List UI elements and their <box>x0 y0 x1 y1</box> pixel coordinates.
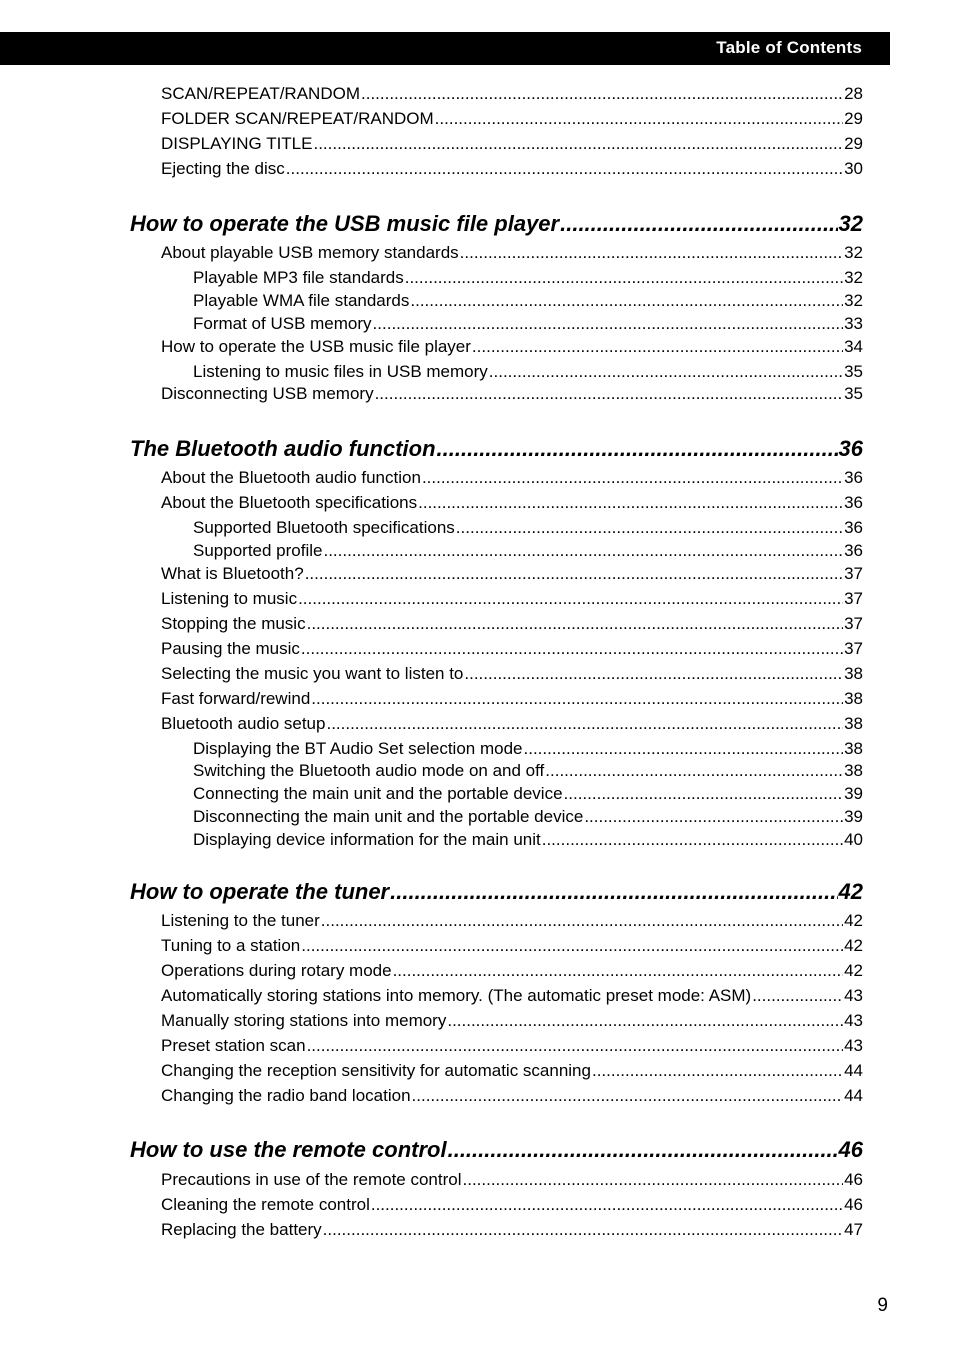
toc-leader-dots <box>286 159 843 179</box>
toc-entry-label: Fast forward/rewind <box>161 689 311 708</box>
toc-entry-label: Disconnecting USB memory <box>161 384 374 403</box>
toc-entry-page: 46 <box>844 1195 863 1214</box>
toc-entry-page: 38 <box>844 761 863 780</box>
toc-entry-label: How to operate the tuner <box>130 879 390 904</box>
toc-entry[interactable] <box>161 384 863 404</box>
toc-entry-page: 37 <box>844 589 863 608</box>
toc-leader-dots <box>472 337 843 357</box>
toc-entry-label: Supported Bluetooth specifications <box>193 518 455 537</box>
toc-entry[interactable] <box>161 1086 863 1106</box>
toc-entry-page: 42 <box>844 961 863 980</box>
toc-entry-label: Cleaning the remote control <box>161 1195 370 1214</box>
toc-entry-page: 35 <box>844 384 863 403</box>
toc-entry-page: 47 <box>844 1220 863 1239</box>
toc-entry-label: Operations during rotary mode <box>161 961 392 980</box>
toc-entry-page: 44 <box>844 1086 863 1105</box>
toc-section-heading[interactable] <box>130 1137 863 1163</box>
toc-entry[interactable] <box>193 518 863 538</box>
toc-leader-dots <box>584 807 843 827</box>
toc-leader-dots <box>405 268 843 288</box>
toc-entry-label: Listening to music files in USB memory <box>193 362 488 381</box>
toc-entry[interactable] <box>161 84 863 104</box>
toc-entry-label: Changing the radio band location <box>161 1086 411 1105</box>
toc-entry-page: 36 <box>844 493 863 512</box>
toc-entry[interactable] <box>193 541 863 561</box>
toc-entry-label: Replacing the battery <box>161 1220 322 1239</box>
toc-entry[interactable] <box>193 830 863 850</box>
toc-entry-label: Playable WMA file standards <box>193 291 410 310</box>
toc-entry[interactable] <box>161 109 863 129</box>
toc-entry-page: 43 <box>844 986 863 1005</box>
toc-leader-dots <box>489 362 843 382</box>
toc-entry-page: 30 <box>844 159 863 178</box>
toc-entry-label: Displaying device information for the main unit <box>193 830 541 849</box>
toc-leader-dots <box>361 84 843 104</box>
toc-leader-dots <box>305 564 843 584</box>
toc-entry-label: Automatically storing stations into memory. (The automatic preset mode: ASM) <box>161 986 752 1005</box>
toc-entry-page: 37 <box>844 614 863 633</box>
toc-leader-dots <box>371 1195 843 1215</box>
toc-leader-dots <box>326 714 843 734</box>
toc-entry[interactable] <box>193 314 863 334</box>
toc-entry[interactable] <box>161 1011 863 1031</box>
toc-entry[interactable] <box>193 761 863 781</box>
toc-entry[interactable] <box>161 714 863 734</box>
toc-entry-label: Bluetooth audio setup <box>161 714 326 733</box>
toc-entry-label: Preset station scan <box>161 1036 306 1055</box>
toc-entry[interactable] <box>161 1061 863 1081</box>
toc-entry-page: 29 <box>844 109 863 128</box>
toc-entry-label: Format of USB memory <box>193 314 372 333</box>
toc-leader-dots <box>307 1036 844 1056</box>
toc-entry[interactable] <box>161 1220 863 1240</box>
toc-leader-dots <box>435 109 843 129</box>
toc-entry[interactable] <box>161 1195 863 1215</box>
toc-entry-label: SCAN/REPEAT/RANDOM <box>161 84 360 103</box>
toc-entry[interactable] <box>161 911 863 931</box>
toc-entry-page: 46 <box>844 1170 863 1189</box>
toc-entry-label: Changing the reception sensitivity for automatic scanning <box>161 1061 591 1080</box>
toc-entry-page: 34 <box>844 337 863 356</box>
toc-leader-dots <box>592 1061 843 1081</box>
toc-entry-label: Tuning to a station <box>161 936 301 955</box>
toc-entry[interactable] <box>193 291 863 311</box>
toc-entry[interactable] <box>161 493 863 513</box>
toc-entry-page: 28 <box>844 84 863 103</box>
toc-leader-dots <box>323 541 843 561</box>
toc-leader-dots <box>412 1086 844 1106</box>
toc-leader-dots <box>437 436 838 462</box>
toc-leader-dots <box>393 961 844 981</box>
header-title: Table of Contents <box>716 38 862 57</box>
toc-leader-dots <box>410 291 843 311</box>
toc-entry[interactable] <box>161 1170 863 1190</box>
toc-entry-label: Supported profile <box>193 541 323 560</box>
toc-leader-dots <box>301 936 843 956</box>
toc-leader-dots <box>545 761 843 781</box>
toc-entry[interactable] <box>161 468 863 488</box>
toc-entry-page: 38 <box>844 664 863 683</box>
toc-entry-page: 43 <box>844 1011 863 1030</box>
toc-entry-page: 42 <box>844 936 863 955</box>
toc-entry-page: 29 <box>844 134 863 153</box>
toc-entry-label: Ejecting the disc <box>161 159 285 178</box>
toc-entry-page: 46 <box>838 1137 863 1162</box>
toc-entry-page: 32 <box>844 243 863 262</box>
toc-entry-page: 40 <box>844 830 863 849</box>
toc-entry-page: 43 <box>844 1036 863 1055</box>
toc-leader-dots <box>321 911 843 931</box>
toc-section-heading[interactable] <box>130 211 863 237</box>
toc-entry-label: DISPLAYING TITLE <box>161 134 313 153</box>
toc-entry[interactable] <box>193 784 863 804</box>
toc-leader-dots <box>524 739 844 759</box>
toc-leader-dots <box>460 243 843 263</box>
toc-entry-page: 39 <box>844 784 863 803</box>
toc-entry-page: 36 <box>844 518 863 537</box>
toc-entry-label: Playable MP3 file standards <box>193 268 404 287</box>
toc-leader-dots <box>752 986 843 1006</box>
toc-entry-page: 32 <box>838 211 863 236</box>
toc-leader-dots <box>307 614 843 634</box>
toc-entry-label: Manually storing stations into memory <box>161 1011 447 1030</box>
toc-entry-label: The Bluetooth audio function <box>130 436 436 461</box>
toc-leader-dots <box>422 468 843 488</box>
toc-entry-label: FOLDER SCAN/REPEAT/RANDOM <box>161 109 434 128</box>
toc-entry[interactable] <box>161 589 863 609</box>
toc-entry-label: Displaying the BT Audio Set selection mode <box>193 739 523 758</box>
toc-entry-label: About the Bluetooth audio function <box>161 468 421 487</box>
toc-entry-label: How to operate the USB music file player <box>130 211 560 236</box>
toc-entry-label: Switching the Bluetooth audio mode on and off <box>193 761 545 780</box>
toc-leader-dots <box>375 384 844 404</box>
toc-leader-dots <box>464 664 843 684</box>
toc-leader-dots <box>390 879 837 905</box>
toc-entry-page: 37 <box>844 564 863 583</box>
toc-entry-page: 36 <box>844 468 863 487</box>
toc-entry[interactable] <box>161 564 863 584</box>
toc-leader-dots <box>311 689 843 709</box>
toc-entry-label: Pausing the music <box>161 639 300 658</box>
toc-entry-page: 42 <box>838 879 863 904</box>
toc-entry[interactable] <box>161 961 863 981</box>
toc-entry-label: How to operate the USB music file player <box>161 337 471 356</box>
toc-entry[interactable] <box>161 664 863 684</box>
toc-entry-label: Precautions in use of the remote control <box>161 1170 462 1189</box>
toc-leader-dots <box>463 1170 844 1190</box>
toc-entry[interactable] <box>161 986 863 1006</box>
toc-leader-dots <box>373 314 844 334</box>
toc-entry-page: 39 <box>844 807 863 826</box>
toc-section-heading[interactable] <box>130 879 863 905</box>
toc-leader-dots <box>418 493 843 513</box>
toc-leader-dots <box>448 1137 838 1163</box>
toc-entry[interactable] <box>161 936 863 956</box>
toc-leader-dots <box>301 639 843 659</box>
toc-entry[interactable] <box>161 134 863 154</box>
toc-entry-label: Connecting the main unit and the portable device <box>193 784 563 803</box>
toc-entry[interactable] <box>193 807 863 827</box>
toc-entry[interactable] <box>161 639 863 659</box>
toc-entry-label: About the Bluetooth specifications <box>161 493 418 512</box>
page-number: 9 <box>877 1295 888 1316</box>
toc-entry-page: 38 <box>844 689 863 708</box>
toc-entry-page: 32 <box>844 268 863 287</box>
toc-entry-page: 38 <box>844 714 863 733</box>
toc-section-heading[interactable] <box>130 436 863 462</box>
toc-entry-page: 37 <box>844 639 863 658</box>
toc-entry[interactable] <box>161 689 863 709</box>
toc-leader-dots <box>323 1220 843 1240</box>
toc-entry-label: How to use the remote control <box>130 1137 447 1162</box>
toc-leader-dots <box>564 784 844 804</box>
toc-entry-page: 42 <box>844 911 863 930</box>
toc-leader-dots <box>313 134 843 154</box>
toc-entry[interactable] <box>161 243 863 263</box>
toc-entry-label: Disconnecting the main unit and the portable device <box>193 807 584 826</box>
toc-entry-page: 44 <box>844 1061 863 1080</box>
toc-leader-dots <box>560 211 837 237</box>
toc-entry[interactable] <box>161 159 863 179</box>
toc-entry-label: Listening to music <box>161 589 298 608</box>
toc-entry-page: 32 <box>844 291 863 310</box>
toc-leader-dots <box>447 1011 843 1031</box>
toc-entry[interactable] <box>193 362 863 382</box>
toc-entry-label: Stopping the music <box>161 614 306 633</box>
toc-entry-page: 38 <box>844 739 863 758</box>
toc-leader-dots <box>456 518 843 538</box>
toc-entry-label: Selecting the music you want to listen to <box>161 664 464 683</box>
toc-entry-label: About playable USB memory standards <box>161 243 459 262</box>
toc-entry[interactable] <box>193 739 863 759</box>
toc-entry-page: 36 <box>844 541 863 560</box>
toc-entry-label: What is Bluetooth? <box>161 564 304 583</box>
toc-entry[interactable] <box>193 268 863 288</box>
toc-entry-page: 33 <box>844 314 863 333</box>
toc-entry-page: 36 <box>838 436 863 461</box>
toc-entry-label: Listening to the tuner <box>161 911 320 930</box>
toc-entry[interactable] <box>161 337 863 357</box>
toc-entry[interactable] <box>161 1036 863 1056</box>
toc-entry-page: 35 <box>844 362 863 381</box>
toc-leader-dots <box>298 589 843 609</box>
toc-entry[interactable] <box>161 614 863 634</box>
toc-leader-dots <box>542 830 843 850</box>
